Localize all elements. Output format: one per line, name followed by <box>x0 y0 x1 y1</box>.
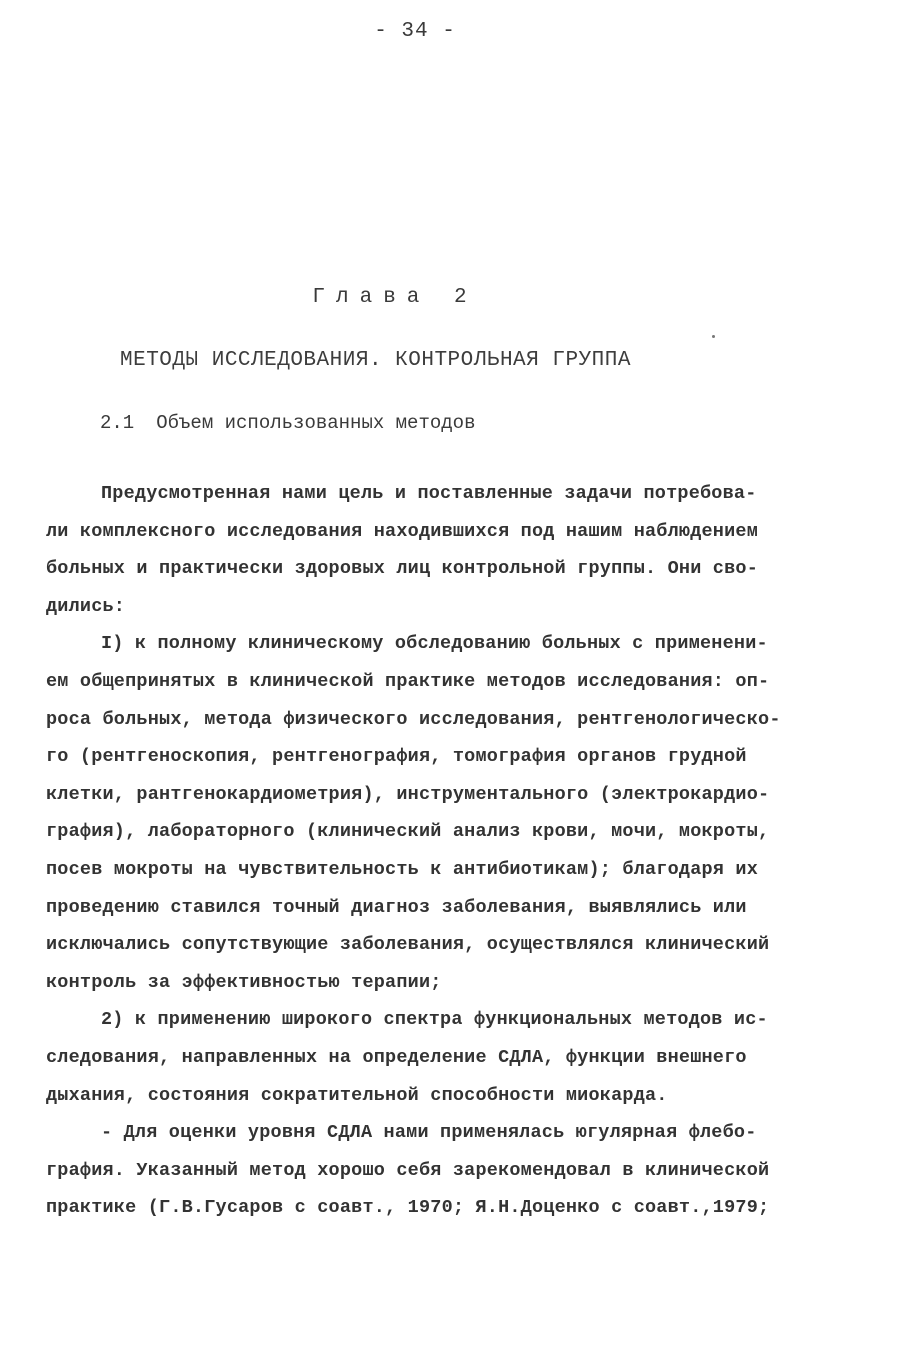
section-number: 2.1 <box>100 412 135 434</box>
body-line: го (рентгеноскопия, рентгенография, томография органов грудной <box>46 746 747 768</box>
body-line: 2) к применению широкого спектра функциональных методов ис- <box>101 1009 768 1031</box>
body-line: Предусмотренная нами цель и поставленные задачи потребова- <box>101 483 757 504</box>
body-line: исключались сопутствующие заболевания, осуществлялся клинический <box>46 934 770 956</box>
body-line: графия), лабораторного (клинический анализ крови, мочи, мокроты, <box>46 821 770 843</box>
body-line: практике (Г.В.Гусаров с соавт., 1970; Я.Н.Доценко с соавт.,1979; <box>46 1197 770 1219</box>
page-number: - 34 - <box>374 20 456 43</box>
body-line: - Для оценки уровня СДЛА нами применялась югулярная флебо- <box>101 1122 757 1144</box>
section-heading <box>100 412 475 434</box>
body-line: проведению ставился точный диагноз заболевания, выявлялись или <box>46 896 747 918</box>
body-line: ли комплексного исследования находившихся под нашим наблюдением <box>46 520 759 542</box>
body-line: I) к полному клиническому обследованию больных с применени- <box>101 633 768 655</box>
body-line: следования, направленных на определение СДЛА, функции внешнего <box>46 1046 747 1068</box>
chapter-label: Глава 2 <box>312 286 478 309</box>
scan-speck <box>712 335 715 338</box>
body-line: ем общепринятых в клинической практике методов исследования: оп- <box>46 670 770 692</box>
body-text <box>46 475 846 1227</box>
section-title: Объем использованных методов <box>156 412 476 434</box>
body-line: больных и практически здоровых лиц контрольной группы. Они сво- <box>46 558 759 580</box>
body-line: контроль за эффективностью терапии; <box>46 971 442 993</box>
body-line: клетки, рантгенокардиометрия), инструментального (электрокардио- <box>46 783 770 805</box>
body-line: дились: <box>46 595 126 617</box>
body-line: посев мокроты на чувствительность к антибиотикам); благодаря их <box>46 858 759 880</box>
body-line: роса больных, метода физического исследования, рентгенологическо- <box>46 708 781 730</box>
body-line: графия. Указанный метод хорошо себя зарекомендовал в клинической <box>46 1159 770 1181</box>
body-line: дыхания, состояния сократительной способности миокарда. <box>46 1084 668 1106</box>
chapter-title: МЕТОДЫ ИССЛЕДОВАНИЯ. КОНТРОЛЬНАЯ ГРУППА <box>120 349 631 372</box>
